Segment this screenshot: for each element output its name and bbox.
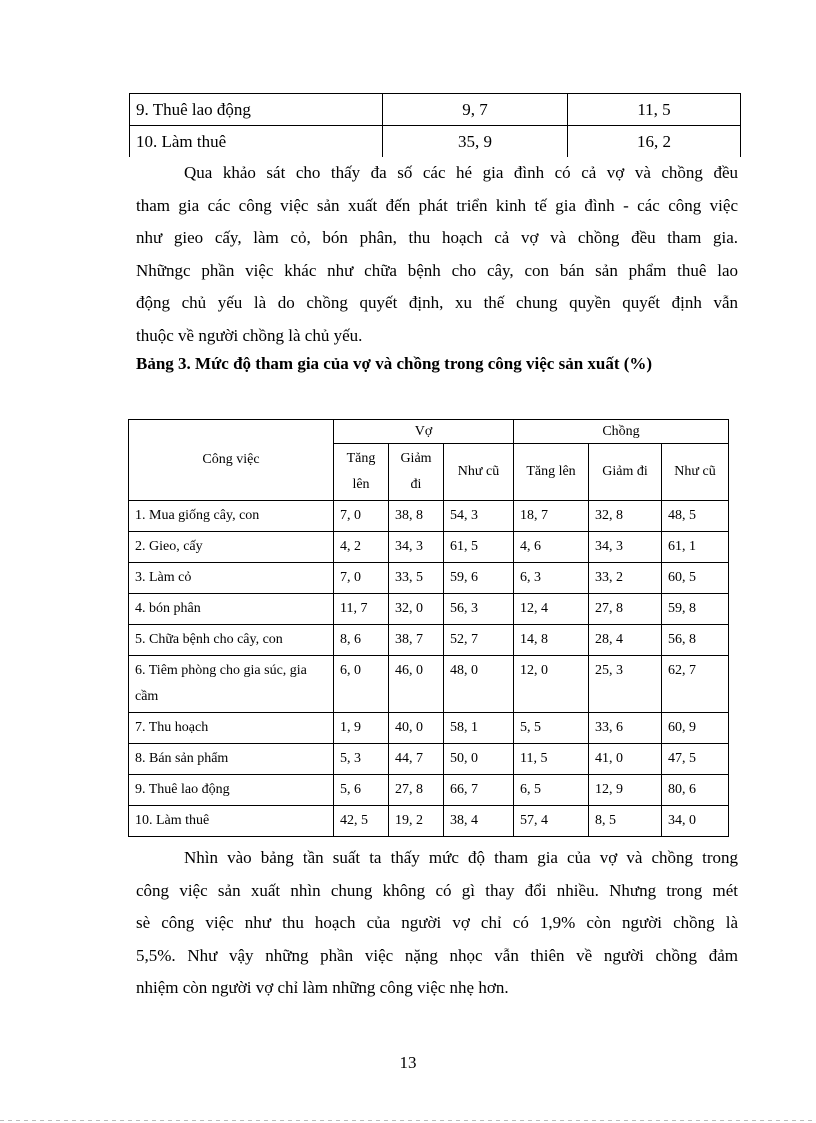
cell-husband-value: 34, 0	[662, 806, 729, 837]
cell-husband-value: 12, 4	[514, 594, 589, 625]
row-value: 35, 9	[383, 126, 568, 158]
cell-wife-value: 48, 0	[444, 656, 514, 713]
header-wife-decrease: Giảm đi	[389, 444, 444, 501]
cell-wife-value: 1, 9	[334, 713, 389, 744]
cell-wife-value: 54, 3	[444, 501, 514, 532]
paragraph-line: công việc sản xuất nhìn chung không có gì thay đổi nhiều. Nhưng trong mét	[136, 880, 738, 900]
footer-divider	[0, 1120, 816, 1121]
cell-wife-value: 46, 0	[389, 656, 444, 713]
cell-husband-value: 28, 4	[589, 625, 662, 656]
row-value: 11, 5	[568, 94, 741, 126]
cell-wife-value: 27, 8	[389, 775, 444, 806]
cell-wife-value: 11, 7	[334, 594, 389, 625]
cell-wife-value: 42, 5	[334, 806, 389, 837]
table-row	[129, 775, 729, 806]
cell-wife-value: 19, 2	[389, 806, 444, 837]
paragraph-line: như gieo cấy, làm cỏ, bón phân, thu hoạch cả vợ và chồng đều tham gia.	[136, 228, 738, 247]
cell-husband-value: 62, 7	[662, 656, 729, 713]
paragraph-line: Qua khảo sát cho thấy đa số các hé gia đình có cả vợ và chồng đều	[184, 163, 738, 182]
header-husband-decrease: Giảm đi	[589, 444, 662, 501]
cell-husband-value: 61, 1	[662, 532, 729, 563]
cell-husband-value: 25, 3	[589, 656, 662, 713]
row-work-name: 9. Thuê lao động	[129, 775, 334, 806]
header-wife-same: Như cũ	[444, 444, 514, 501]
cell-wife-value: 40, 0	[389, 713, 444, 744]
row-label: 9. Thuê lao động	[130, 94, 383, 126]
cell-husband-value: 12, 0	[514, 656, 589, 713]
cell-wife-value: 34, 3	[389, 532, 444, 563]
cell-wife-value: 7, 0	[334, 563, 389, 594]
cell-wife-value: 33, 5	[389, 563, 444, 594]
cell-husband-value: 14, 8	[514, 625, 589, 656]
paragraph-line: sè công việc như thu hoạch của người vợ chỉ có 1,9% còn người chồng là	[136, 913, 738, 932]
cell-husband-value: 18, 7	[514, 501, 589, 532]
table-row	[129, 501, 729, 532]
cell-husband-value: 57, 4	[514, 806, 589, 837]
table-row	[129, 744, 729, 775]
cell-husband-value: 34, 3	[589, 532, 662, 563]
row-work-name: 5. Chữa bệnh cho cây, con	[129, 625, 334, 656]
cell-husband-value: 8, 5	[589, 806, 662, 837]
cell-husband-value: 32, 8	[589, 501, 662, 532]
cell-wife-value: 32, 0	[389, 594, 444, 625]
cell-husband-value: 6, 5	[514, 775, 589, 806]
header-wife: Vợ	[334, 420, 514, 444]
header-husband-same: Như cũ	[662, 444, 729, 501]
table-row	[129, 563, 729, 594]
row-work-name: 6. Tiêm phòng cho gia súc, gia cầm	[129, 656, 334, 713]
page-number: 13	[399, 1053, 417, 1072]
paragraph-line: Nhữngc phần việc khác như chữa bệnh cho cây, con bán sản phẩm thuê lao	[136, 260, 738, 280]
cell-husband-value: 59, 8	[662, 594, 729, 625]
cell-wife-value: 38, 4	[444, 806, 514, 837]
participation-table	[128, 419, 729, 837]
row-work-name: 7. Thu hoạch	[129, 713, 334, 744]
paragraph-line: Nhìn vào bảng tần suất ta thấy mức độ tham gia của vợ và chồng trong	[184, 848, 738, 867]
cell-wife-value: 7, 0	[334, 501, 389, 532]
header-husband-increase: Tăng lên	[514, 444, 589, 501]
cell-husband-value: 80, 6	[662, 775, 729, 806]
paragraph-survey	[136, 157, 738, 352]
cell-husband-value: 5, 5	[514, 713, 589, 744]
cell-wife-value: 56, 3	[444, 594, 514, 625]
cell-husband-value: 4, 6	[514, 532, 589, 563]
cell-wife-value: 44, 7	[389, 744, 444, 775]
row-work-name: 3. Làm cỏ	[129, 563, 334, 594]
row-value: 16, 2	[568, 126, 741, 158]
cell-husband-value: 6, 3	[514, 563, 589, 594]
row-work-name: 1. Mua giống cây, con	[129, 501, 334, 532]
cell-wife-value: 52, 7	[444, 625, 514, 656]
row-value: 9, 7	[383, 94, 568, 126]
cell-husband-value: 12, 9	[589, 775, 662, 806]
paragraph-analysis	[136, 842, 738, 1005]
header-husband: Chồng	[514, 420, 729, 444]
cell-wife-value: 58, 1	[444, 713, 514, 744]
table-row	[129, 806, 729, 837]
table-row	[129, 532, 729, 563]
table-row	[129, 656, 729, 713]
cell-husband-value: 47, 5	[662, 744, 729, 775]
table-row	[129, 713, 729, 744]
row-work-name: 8. Bán sản phẩm	[129, 744, 334, 775]
row-work-name: 10. Làm thuê	[129, 806, 334, 837]
cell-wife-value: 61, 5	[444, 532, 514, 563]
cell-wife-value: 8, 6	[334, 625, 389, 656]
cell-wife-value: 66, 7	[444, 775, 514, 806]
cell-wife-value: 4, 2	[334, 532, 389, 563]
table-row	[130, 94, 741, 126]
row-work-name: 2. Gieo, cấy	[129, 532, 334, 563]
cell-wife-value: 5, 6	[334, 775, 389, 806]
cell-husband-value: 27, 8	[589, 594, 662, 625]
header-work: Công việc	[129, 420, 334, 501]
cell-wife-value: 59, 6	[444, 563, 514, 594]
cell-husband-value: 48, 5	[662, 501, 729, 532]
table-caption: Bảng 3. Mức độ tham gia của vợ và chồng trong công việc sản xuất (%)	[136, 354, 653, 373]
header-wife-increase: Tăng lên	[334, 444, 389, 501]
cell-husband-value: 60, 9	[662, 713, 729, 744]
cell-husband-value: 41, 0	[589, 744, 662, 775]
paragraph-line: tham gia các công việc sản xuất đến phát triển kinh tế gia đình - các công việc	[136, 195, 738, 215]
cell-wife-value: 38, 7	[389, 625, 444, 656]
cell-husband-value: 56, 8	[662, 625, 729, 656]
row-work-name: 4. bón phân	[129, 594, 334, 625]
continued-table	[129, 93, 741, 157]
cell-husband-value: 33, 6	[589, 713, 662, 744]
table-row	[129, 625, 729, 656]
cell-wife-value: 50, 0	[444, 744, 514, 775]
paragraph-line: động chủ yếu là do chồng quyết định, xu thế chung quyền quyết định vẫn	[136, 293, 738, 312]
cell-husband-value: 60, 5	[662, 563, 729, 594]
row-label: 10. Làm thuê	[130, 126, 383, 158]
cell-husband-value: 33, 2	[589, 563, 662, 594]
cell-wife-value: 6, 0	[334, 656, 389, 713]
table-row	[129, 594, 729, 625]
table-row	[130, 126, 741, 158]
paragraph-line: nhiệm còn người vợ chỉ làm những công việc nhẹ hơn.	[136, 978, 509, 997]
cell-wife-value: 5, 3	[334, 744, 389, 775]
paragraph-line: 5,5%. Như vậy những phần việc nặng nhọc vẫn thiên về người chồng đảm	[136, 945, 738, 965]
cell-husband-value: 11, 5	[514, 744, 589, 775]
cell-wife-value: 38, 8	[389, 501, 444, 532]
paragraph-line: thuộc về người chồng là chủ yếu.	[136, 325, 363, 345]
